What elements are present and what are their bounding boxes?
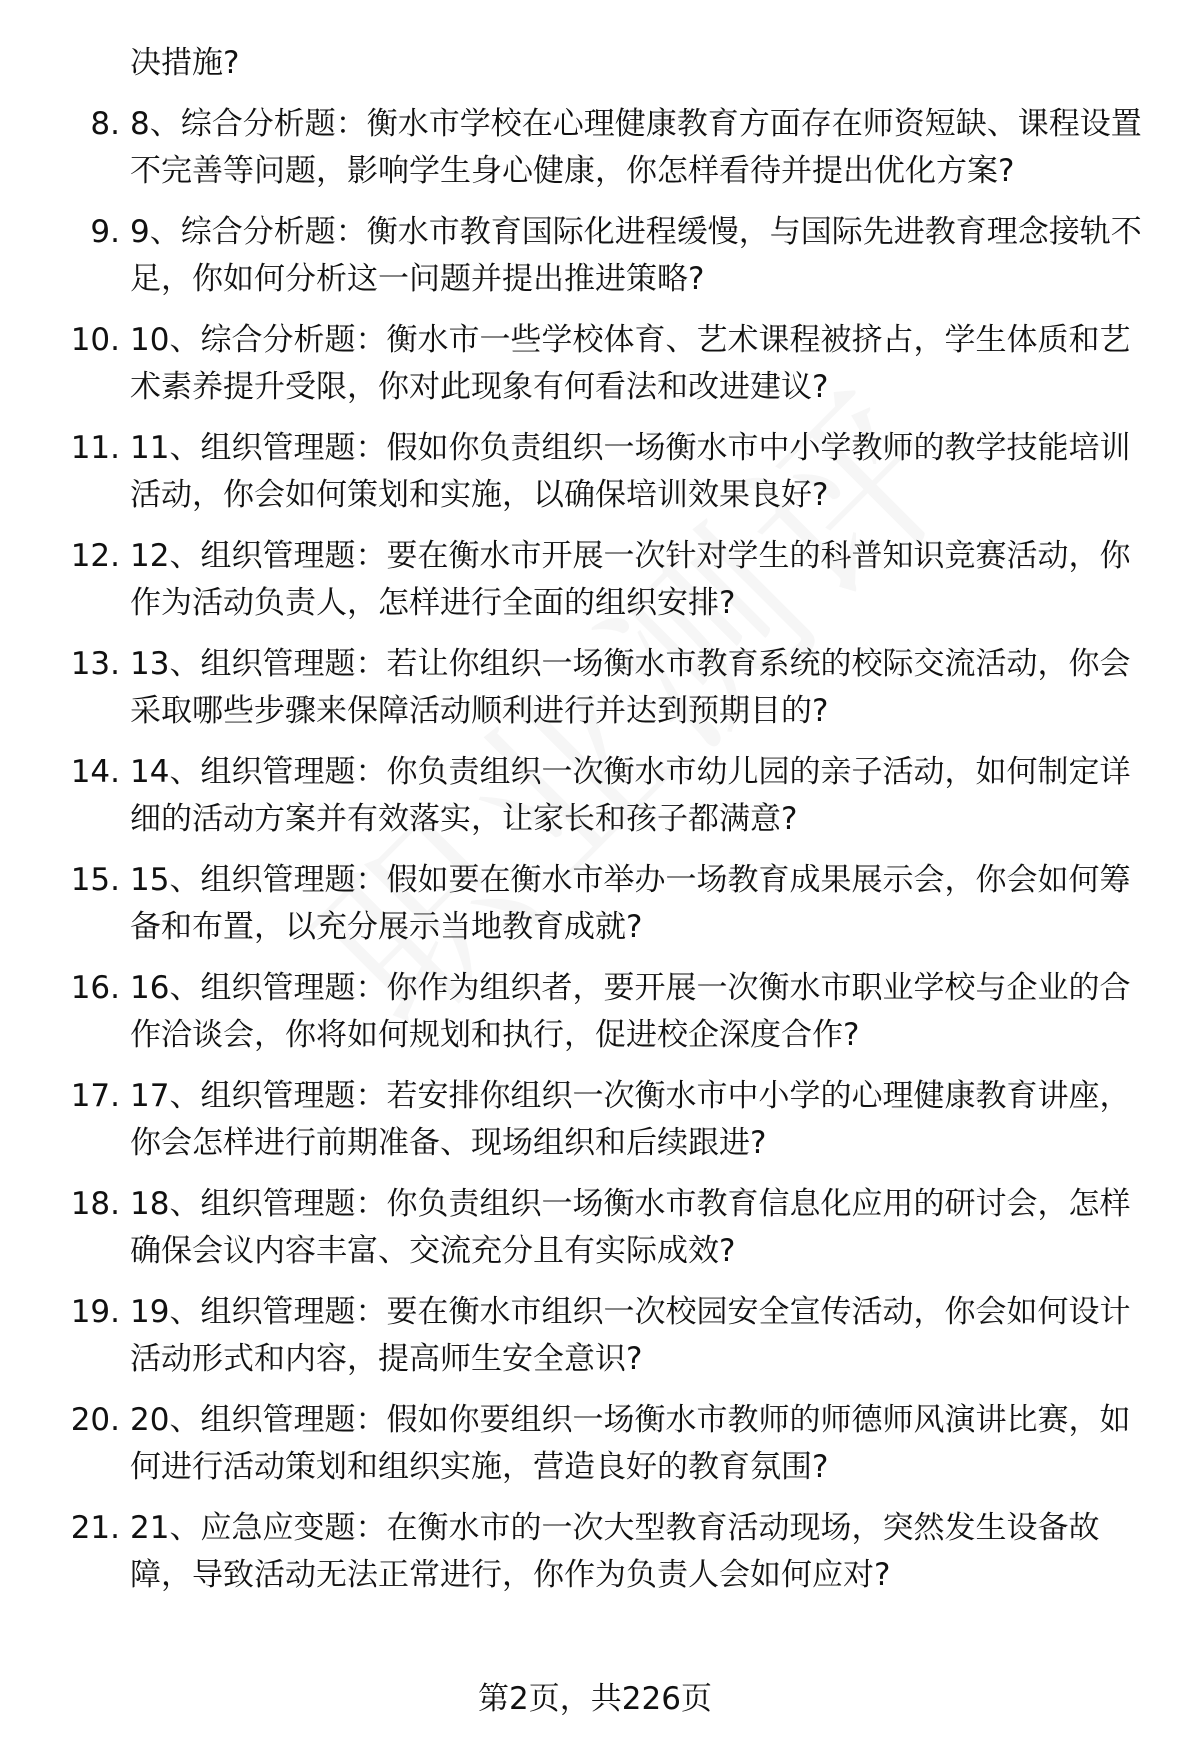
question-list: [58, 40, 1158, 1613]
item-text: 19、组织管理题：要在衡水市组织一次校园安全宣传活动，你会如何设计活动形式和内容，提高师生安全意识?: [130, 1294, 1131, 1377]
item-number: 13.: [70, 646, 120, 682]
list-item: [58, 857, 1158, 951]
item-number: 11.: [70, 430, 120, 466]
item-number: 17.: [70, 1078, 120, 1114]
item-number: 21.: [70, 1510, 120, 1546]
item-number: 12.: [70, 538, 120, 574]
item-text: 15、组织管理题：假如要在衡水市举办一场教育成果展示会，你会如何筹备和布置，以充分展示当地教育成就?: [130, 862, 1131, 945]
list-item: [58, 533, 1158, 627]
item-number: 15.: [70, 862, 120, 898]
item-text: 14、组织管理题：你负责组织一次衡水市幼儿园的亲子活动，如何制定详细的活动方案并有效落实，让家长和孩子都满意?: [130, 754, 1131, 837]
item-text: 17、组织管理题：若安排你组织一次衡水市中小学的心理健康教育讲座，你会怎样进行前期准备、现场组织和后续跟进?: [130, 1078, 1131, 1161]
item-text: 21、应急应变题：在衡水市的一次大型教育活动现场，突然发生设备故障，导致活动无法正常进行，你作为负责人会如何应对?: [130, 1510, 1100, 1593]
item-number: 10.: [70, 322, 120, 358]
item-text: 16、组织管理题：你作为组织者，要开展一次衡水市职业学校与企业的合作洽谈会，你将如何规划和执行，促进校企深度合作?: [130, 970, 1131, 1053]
item-text: 8、综合分析题：衡水市学校在心理健康教育方面存在师资短缺、课程设置不完善等问题，影响学生身心健康，你怎样看待并提出优化方案?: [130, 106, 1142, 189]
item-number: 8.: [90, 106, 120, 142]
list-item: [58, 101, 1158, 195]
item-text: 18、组织管理题：你负责组织一场衡水市教育信息化应用的研讨会，怎样确保会议内容丰富、交流充分且有实际成效?: [130, 1186, 1131, 1269]
list-item: [58, 1073, 1158, 1167]
list-item: [58, 317, 1158, 411]
item-text: 12、组织管理题：要在衡水市开展一次针对学生的科普知识竞赛活动，你作为活动负责人，怎样进行全面的组织安排?: [130, 538, 1131, 621]
continuation-text: 决措施?: [130, 45, 240, 81]
list-item: [58, 641, 1158, 735]
list-item: [58, 1181, 1158, 1275]
item-text: 9、综合分析题：衡水市教育国际化进程缓慢，与国际先进教育理念接轨不足，你如何分析这一问题并提出推进策略?: [130, 214, 1142, 297]
page-number-footer: 第2页，共226页: [478, 1681, 712, 1717]
item-number: 9.: [90, 214, 120, 250]
item-text: 13、组织管理题：若让你组织一场衡水市教育系统的校际交流活动，你会采取哪些步骤来保障活动顺利进行并达到预期目的?: [130, 646, 1131, 729]
list-item: [58, 749, 1158, 843]
list-item: [58, 965, 1158, 1059]
item-text: 11、组织管理题：假如你负责组织一场衡水市中小学教师的教学技能培训活动，你会如何策划和实施，以确保培训效果良好?: [130, 430, 1131, 513]
list-item: [58, 209, 1158, 303]
item-number: 18.: [70, 1186, 120, 1222]
list-item: [58, 1397, 1158, 1491]
item-number: 20.: [70, 1402, 120, 1438]
item-number: 16.: [70, 970, 120, 1006]
list-item: [58, 425, 1158, 519]
list-item: [58, 1289, 1158, 1383]
item-text: 20、组织管理题：假如你要组织一场衡水市教师的师德师风演讲比赛，如何进行活动策划和组织实施，营造良好的教育氛围?: [130, 1402, 1131, 1485]
list-item: [58, 1505, 1158, 1599]
item-text: 10、综合分析题：衡水市一些学校体育、艺术课程被挤占，学生体质和艺术素养提升受限，你对此现象有何看法和改进建议?: [130, 322, 1131, 405]
item-number: 19.: [70, 1294, 120, 1330]
item-number: 14.: [70, 754, 120, 790]
